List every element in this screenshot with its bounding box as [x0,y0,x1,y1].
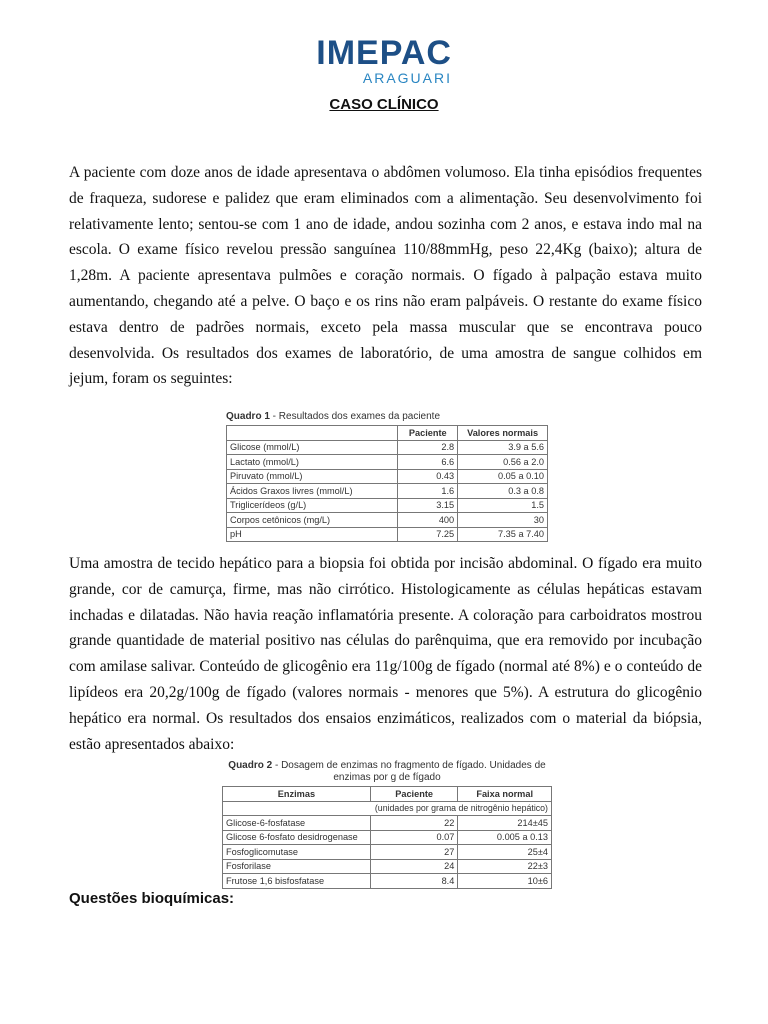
table-row [227,513,548,528]
normal-value-cell: 3.9 a 5.6 [458,440,548,455]
normal-value-cell: 214±45 [458,816,552,831]
patient-value-cell: 22 [370,816,457,831]
header-cell: Paciente [370,787,457,802]
normal-value-cell: 22±3 [458,859,552,874]
header-cell: Enzimas [223,787,371,802]
quadro-2 [222,760,552,889]
quadro-2-label: Quadro 2 [228,760,273,771]
quadro-2-table [222,786,552,889]
row-label-cell: Frutose 1,6 bisfosfatase [223,874,371,889]
quadro-1 [226,411,548,542]
subheader-cell: (unidades por grama de nitrogênio hepático) [223,801,552,816]
table-row [227,469,548,484]
normal-value-cell: 10±6 [458,874,552,889]
table-row [223,816,552,831]
quadro-1-table [226,425,548,542]
questions-heading: Questões bioquímicas: [69,890,235,907]
patient-value-cell: 24 [370,859,457,874]
header-cell [227,426,398,441]
table-row [223,874,552,889]
normal-value-cell: 25±4 [458,845,552,860]
header-cell: Paciente [398,426,458,441]
normal-value-cell: 0.3 a 0.8 [458,484,548,499]
logo-sub-text: ARAGUARI [362,70,452,86]
table-row [223,859,552,874]
row-label-cell: Fosfoglicomutase [223,845,371,860]
imepac-logo [292,36,452,86]
row-label-cell: Piruvato (mmol/L) [227,469,398,484]
row-label-cell: Triglicerídeos (g/L) [227,498,398,513]
normal-value-cell: 30 [458,513,548,528]
row-label-cell: Corpos cetônicos (mg/L) [227,513,398,528]
normal-value-cell: 0.05 a 0.10 [458,469,548,484]
table-header-row [227,426,548,441]
case-paragraph-2: Uma amostra de tecido hepático para a biopsia foi obtida por incisão abdominal. O fígado era muito grande, cor de camurça, firme, mas não cirrótico. Histologicamente as células hepáticas estavam inchadas e dilatadas. Não havia reação inflamatória presente. A coloração para carboidratos mostrou grande quantidade de material positivo nas células do parênquima, que era removido por incubação com amilase salivar. Conteúdo de glicogênio era 11g/100g de fígado (normal até 8%) e o conteúdo de lipídeos era 20,2g/100g de fígado (valores normais - menores que 5%). A estrutura do glicogênio hepático era normal. Os resultados dos ensaios enzimáticos, realizados com o material da biópsia, estão apresentados abaixo: [69,555,702,753]
row-label-cell: pH [227,527,398,542]
row-label-cell: Lactato (mmol/L) [227,455,398,470]
row-label-cell: Ácidos Graxos livres (mmol/L) [227,484,398,499]
table-header-row [223,787,552,802]
row-label-cell: Fosforilase [223,859,371,874]
patient-value-cell: 6.6 [398,455,458,470]
patient-value-cell: 1.6 [398,484,458,499]
quadro-2-caption-text: - Dosagem de enzimas no fragmento de fígado. Unidades de enzimas por g de fígado [272,760,546,783]
patient-value-cell: 3.15 [398,498,458,513]
patient-value-cell: 7.25 [398,527,458,542]
patient-value-cell: 0.07 [370,830,457,845]
normal-value-cell: 0.56 a 2.0 [458,455,548,470]
table-subheader-row [223,801,552,816]
page-title: CASO CLÍNICO [329,96,439,113]
quadro-1-caption [226,411,548,423]
header-cell: Faixa normal [458,787,552,802]
row-label-cell: Glicose 6-fosfato desidrogenase [223,830,371,845]
quadro-2-caption [222,760,552,784]
table-row [227,455,548,470]
table-row [223,845,552,860]
table-row [227,527,548,542]
patient-value-cell: 2.8 [398,440,458,455]
logo-main-text: IMEPAC [316,34,452,72]
table-row [227,484,548,499]
patient-value-cell: 0.43 [398,469,458,484]
patient-value-cell: 27 [370,845,457,860]
header-cell: Valores normais [458,426,548,441]
quadro-1-caption-text: - Resultados dos exames da paciente [269,411,441,422]
normal-value-cell: 7.35 a 7.40 [458,527,548,542]
case-paragraph-1: A paciente com doze anos de idade apresentava o abdômen volumoso. Ela tinha episódios frequentes de fraqueza, sudorese e palidez que eram eliminados com a alimentação. Seu desenvolvimento foi relativamente lento; sentou-se com 1 ano de idade, andou sozinha com 2 anos, e estava indo mal na escola. O exame físico revelou pressão sanguínea 110/88mmHg, peso 22,4Kg (baixo); altura de 1,28m. A paciente apresentava pulmões e coração normais. O fígado à palpação estava muito aumentando, chegando até a pelve. O baço e os rins não eram palpáveis. O restante do exame físico estava dentro de padrões normais, exceto pela massa muscular que se encontrava pouco desenvolvida. Os resultados dos exames de laboratório, de uma amostra de sangue colhidos em jejum, foram os seguintes: [69,164,702,388]
patient-value-cell: 8.4 [370,874,457,889]
table-row [227,498,548,513]
table-row [223,830,552,845]
row-label-cell: Glicose (mmol/L) [227,440,398,455]
quadro-1-label: Quadro 1 [226,411,270,422]
normal-value-cell: 0.005 a 0.13 [458,830,552,845]
row-label-cell: Glicose-6-fosfatase [223,816,371,831]
normal-value-cell: 1.5 [458,498,548,513]
patient-value-cell: 400 [398,513,458,528]
table-row [227,440,548,455]
